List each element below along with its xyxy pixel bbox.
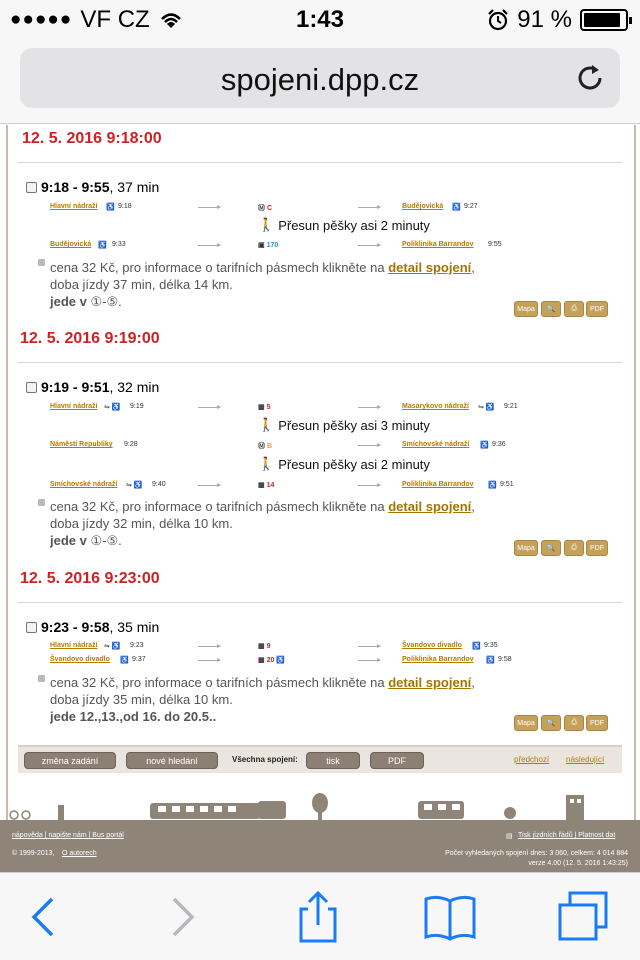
connection-title	[26, 379, 159, 395]
arrow-icon	[358, 485, 380, 486]
stop-link[interactable]: Hlavní nádraží	[50, 642, 98, 649]
print-icon[interactable]: ⎙	[564, 301, 584, 317]
wheelchair-icon: ♿	[452, 204, 461, 211]
connection-info	[50, 674, 475, 725]
walk-icon: 🚶	[258, 417, 275, 432]
back-icon[interactable]	[16, 891, 72, 943]
connection-time-range: 9:23 - 9:58	[41, 619, 110, 635]
tram-icon: ▦	[258, 404, 265, 411]
tabs-icon[interactable]	[556, 891, 612, 943]
connection-date: 12. 5. 2016 9:19:00	[20, 330, 160, 347]
battery-fill	[584, 13, 620, 27]
detail-link[interactable]: detail spojení	[388, 675, 472, 690]
battery-icon	[580, 9, 628, 31]
connection-date: 12. 5. 2016 9:23:00	[20, 570, 160, 587]
bookmarks-icon[interactable]	[422, 891, 478, 943]
url-field[interactable]	[20, 48, 620, 108]
copyright: © 1999-2013,	[12, 850, 55, 857]
info-icon	[38, 675, 45, 682]
line-number: 9	[266, 642, 271, 650]
departure-time: 9:37	[132, 656, 146, 663]
previous-link[interactable]: předchozí	[514, 755, 550, 764]
stop-link[interactable]: Budějovická	[402, 203, 444, 210]
status-bar	[0, 0, 640, 40]
train-wheelchair-icons: ⇋ ♿	[126, 482, 143, 489]
train-wheelchair-icons: ⇋ ♿	[478, 404, 495, 411]
reload-icon[interactable]	[574, 62, 606, 94]
map-button[interactable]: Mapa	[514, 301, 538, 317]
trip-summary: doba jízdy 35 min, délka 10 km.	[50, 692, 233, 707]
line-number: 14	[266, 481, 275, 489]
line-number: C	[267, 204, 273, 212]
walk-transfer	[258, 456, 430, 472]
pdf-button[interactable]: PDF	[586, 715, 608, 731]
info-text-end: ,	[471, 260, 475, 275]
map-button[interactable]: Mapa	[514, 540, 538, 556]
info-text: cena 32 Kč, pro informace o tarifních pásmech klikněte na	[50, 675, 389, 690]
wheelchair-icon: ♿	[486, 657, 495, 664]
wheelchair-icon: ♿	[472, 643, 481, 650]
stop-link[interactable]: Poliklinika Barrandov	[402, 241, 474, 248]
stop-link[interactable]: Náměstí Republiky	[50, 441, 113, 448]
clock: 1:43	[295, 6, 345, 33]
stop-link[interactable]: Masarykovo nádraží	[402, 403, 469, 410]
stop-link[interactable]: Poliklinika Barrandov	[402, 656, 474, 663]
connection-title	[26, 619, 159, 635]
magnify-icon[interactable]: 🔍	[541, 301, 561, 317]
arrow-icon	[358, 445, 380, 446]
url-text: spojeni.dpp.cz	[220, 62, 420, 97]
print-icon[interactable]: ⎙	[564, 540, 584, 556]
tram-icon: ▦	[258, 657, 265, 664]
departure-time: 9:18	[118, 203, 132, 210]
jede-days: ①-⑤.	[90, 294, 122, 309]
arrow-icon	[358, 407, 380, 408]
arrival-time: 9:27	[464, 203, 478, 210]
next-link[interactable]: následující	[566, 755, 605, 764]
connection-duration: , 32 min	[109, 379, 160, 395]
stop-link[interactable]: Smíchovské nádraží	[402, 441, 470, 448]
departure-time: 9:40	[152, 481, 166, 488]
walk-text: Přesun pěšky asi 3 minuty	[278, 417, 430, 433]
stop-link[interactable]: Smíchovské nádraží	[50, 481, 118, 488]
tram-icon: ▦	[258, 482, 265, 489]
footer-links[interactable]: nápověda | napište nám | Bus portál	[12, 832, 124, 839]
line-label	[258, 642, 271, 650]
stop-link[interactable]: Švandovo divadlo	[402, 642, 462, 649]
stop-link[interactable]: Hlavní nádraží	[50, 403, 98, 410]
departure-time: 9:19	[130, 403, 144, 410]
pdf-button[interactable]: PDF	[586, 540, 608, 556]
connection-title	[26, 179, 159, 195]
connection-time-range: 9:19 - 9:51	[41, 379, 110, 395]
map-button[interactable]: Mapa	[514, 715, 538, 731]
search-count: Počet vyhledaných spojení dnes: 3 060, celkem: 4 014 884	[445, 850, 628, 857]
line-label	[258, 241, 278, 249]
arrow-icon	[198, 245, 220, 246]
new-search-button[interactable]: nové hledání	[126, 752, 218, 769]
browser-address-bar	[0, 40, 640, 124]
share-icon[interactable]	[290, 891, 346, 943]
wheelchair-icon: ♿	[106, 204, 115, 211]
arrow-icon	[358, 660, 380, 661]
forward-icon[interactable]	[154, 891, 210, 943]
detail-link[interactable]: detail spojení	[388, 260, 472, 275]
city-silhouette	[0, 789, 640, 820]
line-label	[258, 656, 285, 664]
connection-time-range: 9:18 - 9:55	[41, 179, 110, 195]
arrival-time: 9:35	[484, 642, 498, 649]
tram-icon: ▦	[258, 643, 265, 650]
wheelchair-icon: ♿	[488, 482, 497, 489]
stop-link[interactable]: Poliklinika Barrandov	[402, 481, 474, 488]
arrival-time: 9:51	[500, 481, 514, 488]
alarm-icon	[487, 9, 509, 31]
arrival-time: 9:36	[492, 441, 506, 448]
footer-right-links[interactable]: Tisk jízdních řádů | Platnost dat	[518, 832, 616, 839]
connection-checkbox[interactable]	[26, 622, 37, 633]
walk-transfer	[258, 417, 430, 433]
trip-summary: doba jízdy 37 min, délka 14 km.	[50, 277, 233, 292]
browser-toolbar	[0, 872, 640, 960]
departure-time: 9:33	[112, 241, 126, 248]
departure-time: 9:28	[124, 441, 138, 448]
info-text: cena 32 Kč, pro informace o tarifních pásmech klikněte na	[50, 260, 389, 275]
metro-icon: Ⓜ	[258, 205, 265, 212]
jede-label: jede 12.,13.,od 16. do 20.5..	[50, 709, 217, 724]
arrow-icon	[198, 207, 220, 208]
print-button[interactable]: tisk	[306, 752, 360, 769]
pdf-all-button[interactable]: PDF	[370, 752, 424, 769]
info-text-end: ,	[471, 675, 475, 690]
divider	[18, 602, 622, 603]
arrival-time: 9:21	[504, 403, 518, 410]
action-bar	[18, 745, 622, 773]
jede-label: jede v	[50, 294, 87, 309]
jede-label: jede v	[50, 533, 87, 548]
line-number: B	[267, 442, 273, 450]
stop-link[interactable]: Budějovická	[50, 241, 92, 248]
print-icon[interactable]: ⎙	[564, 715, 584, 731]
walk-transfer	[258, 217, 430, 233]
site-footer	[0, 820, 640, 872]
arrow-icon	[198, 485, 220, 486]
connection-info	[50, 498, 475, 549]
line-label	[258, 481, 274, 489]
walk-icon: 🚶	[258, 456, 275, 471]
arrow-icon	[198, 646, 220, 647]
divider	[18, 162, 622, 163]
departure-time: 9:23	[130, 642, 144, 649]
trip-summary: doba jízdy 32 min, délka 10 km.	[50, 516, 233, 531]
line-number: 5	[266, 403, 271, 411]
arrival-time: 9:55	[488, 241, 502, 248]
magnify-icon[interactable]: 🔍	[541, 715, 561, 731]
train-wheelchair-icons: ⇋ ♿	[104, 404, 121, 411]
walk-icon: 🚶	[258, 217, 275, 232]
stop-link[interactable]: Švandovo divadlo	[50, 656, 110, 663]
connection-date: 12. 5. 2016 9:18:00	[22, 130, 162, 147]
info-icon	[38, 259, 45, 266]
connection-duration: , 35 min	[109, 619, 160, 635]
signal-icon: ●●●●●	[10, 9, 73, 30]
line-label	[258, 441, 272, 451]
wheelchair-icon: ♿	[98, 242, 107, 249]
pdf-button[interactable]: PDF	[586, 301, 608, 317]
line-number: 20	[266, 656, 275, 664]
detail-link[interactable]: detail spojení	[388, 499, 472, 514]
connection-checkbox[interactable]	[26, 182, 37, 193]
version-info: verze 4.00 (12. 5. 2016 1:43:25)	[528, 860, 628, 867]
arrow-icon	[358, 646, 380, 647]
walk-text: Přesun pěšky asi 2 minuty	[278, 456, 430, 472]
walk-text: Přesun pěšky asi 2 minuty	[278, 217, 430, 233]
magnify-icon[interactable]: 🔍	[541, 540, 561, 556]
divider	[18, 362, 622, 363]
all-connections-label: Všechna spojení:	[232, 755, 298, 764]
arrow-icon	[358, 207, 380, 208]
connection-checkbox[interactable]	[26, 382, 37, 393]
metro-icon: Ⓜ	[258, 443, 265, 450]
change-query-button[interactable]: změna zadání	[24, 752, 116, 769]
timetable-icon: ▤	[506, 833, 513, 840]
about-link[interactable]: O autorech	[62, 850, 97, 857]
line-number: 170	[266, 241, 279, 249]
info-text: cena 32 Kč, pro informace o tarifních pásmech klikněte na	[50, 499, 389, 514]
stop-link[interactable]: Hlavní nádraží	[50, 203, 98, 210]
battery-percent: 91 %	[517, 6, 572, 33]
wheelchair-icon: ♿	[120, 657, 129, 664]
wheelchair-icon: ♿	[276, 657, 286, 664]
arrow-icon	[358, 245, 380, 246]
train-wheelchair-icons: ⇋ ♿	[104, 643, 121, 650]
carrier-label: VF CZ	[80, 6, 150, 33]
wheelchair-icon: ♿	[480, 442, 489, 449]
line-label	[258, 203, 272, 213]
info-text-end: ,	[471, 499, 475, 514]
connection-duration: , 37 min	[109, 179, 160, 195]
info-icon	[38, 499, 45, 506]
line-label	[258, 403, 271, 411]
connection-info	[50, 259, 475, 310]
web-content	[0, 125, 640, 820]
arrow-icon	[198, 660, 220, 661]
bus-icon: ▣	[258, 242, 265, 249]
arrow-icon	[198, 407, 220, 408]
arrival-time: 9:58	[498, 656, 512, 663]
jede-days: ①-⑤.	[90, 533, 122, 548]
